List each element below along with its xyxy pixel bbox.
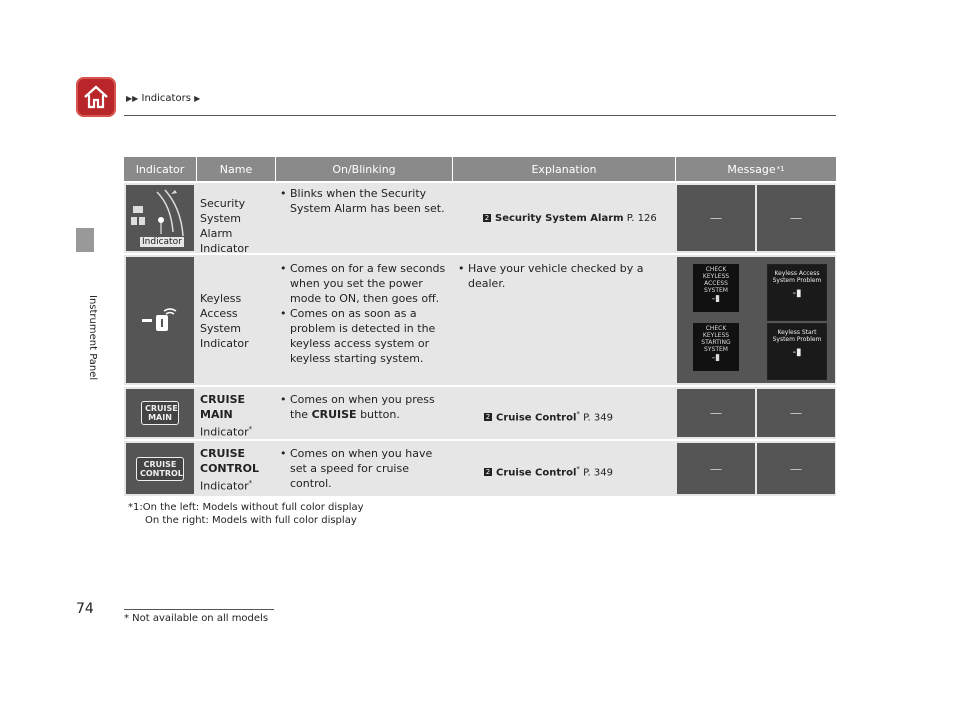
table-footnote (128, 501, 364, 527)
security-alarm-indicator-image (126, 185, 194, 251)
col-header-message-label: Message (727, 162, 776, 176)
cruise-control-indicator-image (126, 443, 194, 494)
footnote-line: *1:On the left: Models without full color display (128, 502, 364, 513)
col-header-indicator: Indicator (124, 157, 196, 181)
reference-arrow-icon: 2 (485, 468, 491, 477)
indicator-callout-label: Indicator (142, 237, 182, 247)
keyless-small-icon: -▮ (792, 347, 802, 358)
msg-keyless-start-problem (767, 323, 827, 380)
home-button[interactable] (76, 77, 116, 117)
reference-arrow-icon: 2 (485, 413, 491, 422)
keyless-small-icon: -▮ (792, 288, 802, 299)
cruise-control-badge: CRUISE CONTROL (136, 457, 184, 481)
list-item (279, 392, 451, 422)
text-part: Comes on when you press the (290, 393, 435, 421)
list-item: • Have your vehicle checked by a dealer. (457, 261, 673, 291)
explanation-security-alarm[interactable] (483, 211, 657, 226)
keyless-indicator-image (126, 257, 194, 383)
message-right: — (757, 443, 835, 494)
ref-page: P. 126 (626, 213, 657, 224)
ref-page: P. 349 (583, 467, 613, 479)
col-header-name: Name (197, 157, 275, 181)
availability-asterisk: * (248, 479, 253, 487)
msg-keyless-access-problem (767, 264, 827, 321)
name-keyless-access: Keyless Access System Indicator (200, 292, 249, 350)
col-header-explanation: Explanation (453, 157, 675, 181)
message-right: — (757, 185, 835, 251)
message-footnote-ref: *1 (776, 165, 785, 173)
msg-text: Keyless Start System Problem (772, 329, 822, 343)
message-left: — (677, 443, 755, 494)
availability-note: * Not available on all models (124, 613, 269, 624)
ref-title: Security System Alarm (495, 213, 624, 224)
keyless-small-icon: -▮ (711, 353, 721, 363)
page-number: 74 (76, 601, 94, 617)
col-header-message (676, 157, 836, 181)
name-cruise-control (200, 446, 274, 494)
msg-text: CHECK KEYLESS STARTING SYSTEM (701, 325, 731, 353)
section-label: Instrument Panel (87, 295, 98, 381)
ref-title: Cruise Control (496, 467, 577, 479)
name-line: MAIN (200, 408, 233, 421)
list-item: • Blinks when the Security System Alarm has been set. (279, 186, 449, 216)
availability-asterisk: * (576, 465, 580, 473)
breadcrumb (126, 93, 200, 104)
name-line: Indicator (200, 425, 249, 439)
text-part: button. (360, 408, 400, 421)
name-line: CRUISE (200, 393, 246, 406)
footnote-line: On the right: Models with full color display (145, 515, 357, 526)
on-blinking-keyless (279, 261, 451, 366)
name-line: Indicator (200, 479, 249, 493)
on-blinking-cruise-main (279, 392, 451, 422)
message-left: — (677, 389, 755, 437)
availability-asterisk: * (576, 410, 580, 418)
col-header-on-blinking: On/Blinking (276, 157, 452, 181)
msg-text: CHECK KEYLESS ACCESS SYSTEM (702, 266, 730, 294)
name-cruise-main (200, 392, 274, 440)
name-security-alarm: Security System Alarm Indicator (200, 197, 249, 255)
breadcrumb-arrow-end: ▶ (194, 94, 201, 103)
list-item: • Comes on for a few seconds when you set the power mode to ON, then goes off. (279, 261, 451, 306)
breadcrumb-link-indicators[interactable]: Indicators (141, 93, 191, 104)
keyless-small-icon: -▮ (711, 294, 721, 304)
msg-check-keyless-access (693, 264, 739, 312)
reference-arrow-icon: 2 (484, 214, 490, 222)
msg-text: Keyless Access System Problem (772, 270, 822, 284)
message-right: — (757, 389, 835, 437)
list-item: • Comes on as soon as a problem is detected in the keyless access system or keyless starting system. (279, 306, 451, 366)
home-icon (81, 82, 111, 112)
explanation-keyless (457, 261, 673, 291)
on-blinking-cruise-control (279, 446, 451, 491)
text-part-bold: CRUISE (311, 408, 357, 421)
name-line: CRUISE (200, 447, 246, 460)
keyless-access-icon (140, 305, 180, 335)
msg-check-keyless-starting (693, 323, 739, 371)
name-line: CONTROL (200, 462, 259, 475)
ref-title: Cruise Control (496, 412, 577, 424)
explanation-cruise-main[interactable] (484, 407, 613, 425)
on-blinking-security-alarm (279, 186, 449, 216)
message-left: — (677, 185, 755, 251)
explanation-cruise-control[interactable] (484, 462, 613, 480)
ref-page: P. 349 (583, 412, 613, 424)
list-item: • Comes on when you have set a speed for cruise control. (279, 446, 451, 491)
cruise-main-badge: CRUISE MAIN (141, 401, 179, 425)
breadcrumb-arrows: ▶▶ (126, 94, 139, 103)
header-divider (124, 115, 836, 116)
cruise-main-indicator-image (126, 389, 194, 437)
section-tab-marker (76, 228, 94, 252)
availability-asterisk: * (248, 425, 253, 433)
